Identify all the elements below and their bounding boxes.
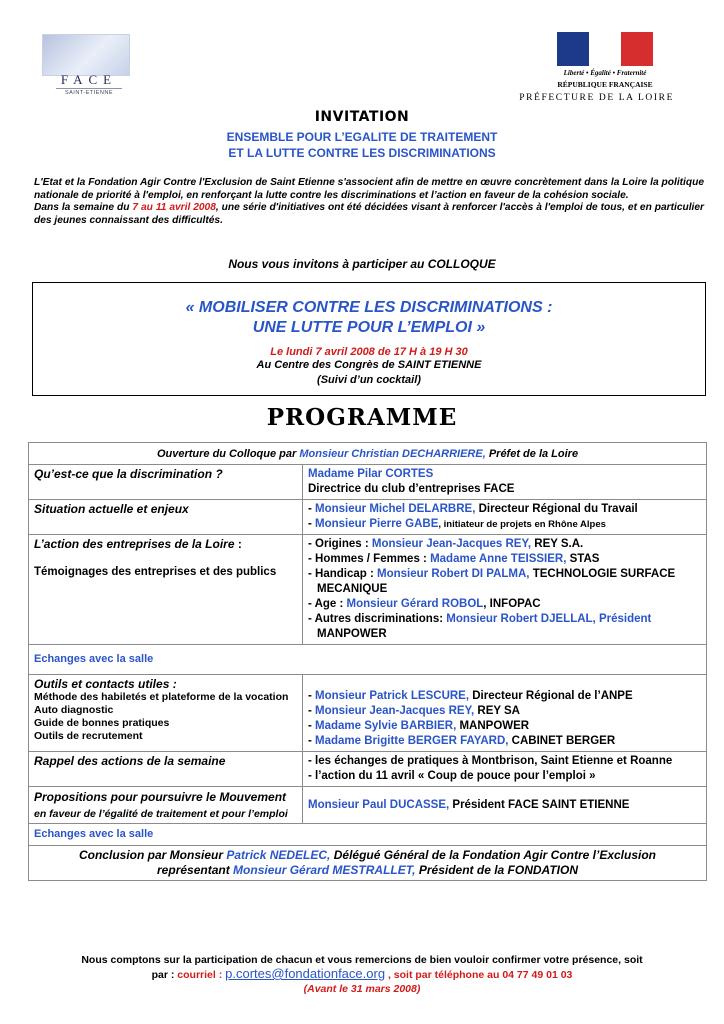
table-row-rappel [29,752,707,787]
speaker-berger-name: Madame Brigitte BERGER FAYARD, [315,735,509,747]
table-row-entreprises [29,535,707,645]
topic-discrimination: Qu’est-ce que la discrimination ? [29,465,303,500]
topic-propositions [29,787,303,824]
intro-paragraph-1: L'Etat et la Fondation Agir Contre l'Exclusion de Saint Etienne s'associent afin de mettre en œuvre concrètement dans la Loire la politique nationale de priorité à l'emploi, en renforçant la lutte contre les discriminations et l’action en faveur de la cohésion sociale. [34,177,704,201]
echanges-salle-1: Echanges avec la salle [29,645,707,675]
speaker-delarbre-role: Directeur Régional du Travail [475,503,638,515]
testimony-age [308,597,701,612]
testimony-age-pre: - Age : [308,598,347,610]
action-echanges: - les échanges de pratiques à Montbrison, Saint Etienne et Roanne [308,755,673,767]
topic-entreprises-colon: : [234,537,242,551]
testimony-age-name: Monsieur Gérard ROBOL [346,598,484,610]
conclusion-pre2: représentant [157,863,234,877]
colloque-title [33,298,705,338]
table-row-conclusion [29,846,707,881]
testimony-handicap [308,567,701,597]
headline-line-2: ET LA LUTTE CONTRE LES DISCRIMINATIONS [228,146,496,160]
colloque-box [32,282,706,396]
speaker-gabe-role: , initiateur de projets en Rhône Alpes [438,519,606,530]
speakers-outils [303,675,707,752]
topic-situation: Situation actuelle et enjeux [29,500,303,535]
invite-line: Nous vous invitons à participer au COLLOQUE [228,257,496,271]
table-row-opening [29,443,707,465]
colloque-place: Au Centre des Congrès de SAINT ETIENNE [256,359,482,371]
footer-par: par : [151,969,178,981]
speaker-lescure-role: Directeur Régional de l’ANPE [469,690,633,702]
speaker-lescure-name: Monsieur Patrick LESCURE, [315,690,470,702]
footer-courriel: courriel : [177,969,226,981]
topic-outils [29,675,303,752]
flag-white [589,32,621,66]
speakers-situation [303,500,707,535]
topic-entreprises-text: L’action des entreprises de la Loire [34,537,235,551]
testimony-autres-post: MANPOWER [317,628,387,640]
prefecture-label: PRÉFECTURE DE LA LOIRE [519,93,674,103]
table-row-situation [29,500,707,535]
speaker-rey-name: Monsieur Jean-Jacques REY, [315,705,475,717]
footer [0,953,724,996]
testimony-hf-pre: - Hommes / Femmes : [308,553,431,565]
face-logo [42,34,132,98]
echanges-salle-2: Echanges avec la salle [29,824,707,846]
testimony-origines-name: Monsieur Jean-Jacques REY, [371,538,532,550]
speaker-barbier-name: Madame Sylvie BARBIER, [315,720,457,732]
opening-cell [29,443,707,465]
programme-table [28,442,707,881]
face-logo-city: SAINT-ETIENNE [56,88,122,96]
speakers-entreprises [303,535,707,645]
testimony-age-post: , INFOPAC [483,598,541,610]
opening-post: Préfet de la Loire [485,448,579,460]
speaker-berger-role: CABINET BERGER [508,735,616,747]
topic-entreprises [29,535,303,645]
french-flag-icon [557,32,653,66]
speaker-delarbre-name: Monsieur Michel DELARBRE, [315,503,476,515]
speaker-cortes [303,465,707,500]
topic-entreprises-title [34,537,297,551]
footer-line-1: Nous comptons sur la participation de chacun et vous remercions de bien vouloir confirmer votre présence, soit [81,954,643,966]
table-row-discrimination [29,465,707,500]
testimony-handicap-post: TECHNOLOGIE SURFACE MECANIQUE [317,568,676,595]
outil-1: Méthode des habiletés et plateforme de la vocation [34,691,289,703]
testimony-origines [308,537,701,552]
face-logo-graphic [42,34,130,76]
table-row-echanges-2 [29,824,707,846]
conclusion-line-1 [34,848,701,863]
invitation-title: INVITATION [314,109,410,125]
testimony-autres [308,612,701,642]
conclusion-mestrallet: Monsieur Gérard MESTRALLET, [233,863,416,877]
colloque-cocktail: (Suivi d’un cocktail) [317,374,421,386]
conclusion-post2: Président de la FONDATION [415,863,578,877]
testimony-origines-pre: - Origines : [308,538,372,550]
table-row-echanges-1 [29,645,707,675]
speaker-barbier-role: MANPOWER [456,720,530,732]
speaker-lescure: - Monsieur Patrick LESCURE, Directeur Régional de l’ANPE [308,690,633,702]
intro-paragraph-2 [34,202,704,227]
speaker-ducasse [303,787,707,824]
outil-4: Outils de recrutement [34,730,143,742]
testimony-autres-pre: - Autres discriminations: [308,613,447,625]
footer-line-2 [0,967,724,982]
footer-phone: , soit par téléphone au 04 77 49 01 03 [385,969,573,981]
speaker-ducasse-role: Président FACE SAINT ETIENNE [449,798,630,811]
topic-outils-title: Outils et contacts utiles : [34,677,177,691]
speaker-rey: - Monsieur Jean-Jacques REY, REY SA [308,705,520,717]
speaker-delarbre: - Monsieur Michel DELARBRE, Directeur Régional du Travail [308,503,638,515]
speaker-gabe: - Monsieur Pierre GABE, initiateur de projets en Rhône Alpes [308,518,606,530]
flag-red [621,32,653,66]
colloque-title-line-2: UNE LUTTE POUR L’EMPLOI » [252,319,486,336]
intro-p2-post: , une série d'initiatives ont été décidées visant à renforcer l'accès à l'emploi de tous, et en particulier des jeunes connaissant des difficultés. [34,202,704,226]
headline-line-1: ENSEMBLE POUR L’EGALITE DE TRAITEMENT [226,130,498,144]
actions-rappel [303,752,707,787]
conclusion-mid: Délégué Général de la Fondation Agir Contre l’Exclusion [330,848,657,862]
speaker-barbier: - Madame Sylvie BARBIER, MANPOWER [308,720,530,732]
speaker-ducasse-name: Monsieur Paul DUCASSE, [308,798,450,811]
testimony-hf-name: Madame Anne TEISSIER, [430,553,567,565]
programme-title: PROGRAMME [266,404,458,431]
rf-motto: Liberté • Égalité • Fraternité [563,69,647,77]
opening-pre: Ouverture du Colloque par [156,448,300,460]
speaker-berger: - Madame Brigitte BERGER FAYARD, CABINET BERGER [308,735,616,747]
conclusion-cell [29,846,707,881]
speaker-rey-role: REY SA [474,705,520,717]
footer-deadline: (Avant le 31 mars 2008) [303,983,421,995]
topic-entreprises-sub: Témoignages des entreprises et des publics [34,566,277,578]
face-logo-word: FACE [60,72,118,87]
conclusion-pre: Conclusion par Monsieur [78,848,227,862]
outil-2: Auto diagnostic [34,704,114,716]
testimony-hf-post: STAS [566,553,600,565]
colloque-title-line-1: « MOBILISER CONTRE LES DISCRIMINATIONS : [185,299,553,316]
opening-name: Monsieur Christian DECHARRIERE, [299,448,486,460]
topic-propositions-main: Propositions pour poursuivre le Mouvement [34,790,287,804]
testimony-origines-post: REY S.A. [531,538,584,550]
headline [0,129,724,161]
rf-name: RÉPUBLIQUE FRANÇAISE [557,80,653,89]
conclusion-line-2 [34,863,701,878]
testimony-handicap-name: Monsieur Robert DI PALMA, [377,568,530,580]
speaker-gabe-name: Monsieur Pierre GABE [315,518,439,530]
testimony-hommes-femmes [308,552,701,567]
outil-3: Guide de bonnes pratiques [34,717,170,729]
table-row-propositions [29,787,707,824]
topic-rappel: Rappel des actions de la semaine [29,752,303,787]
intro-p2-dates: 7 au 11 avril 2008 [132,202,216,213]
intro-p2-pre: Dans la semaine du [34,202,133,213]
topic-propositions-rest: en faveur de l’égalité de traitement et pour l’emploi [34,808,288,820]
flag-blue [557,32,589,66]
action-coup-de-pouce: - l’action du 11 avril « Coup de pouce pour l’emploi » [308,770,596,782]
colloque-date: Le lundi 7 avril 2008 de 17 H à 19 H 30 [270,346,468,358]
table-row-outils [29,675,707,752]
testimony-handicap-pre: - Handicap : [308,568,378,580]
email-link[interactable]: p.cortes@fondationface.org [225,966,386,981]
speaker-cortes-name: Madame Pilar CORTES [308,468,434,480]
intro-text [34,177,704,227]
conclusion-nedelec: Patrick NEDELEC, [226,848,331,862]
speaker-cortes-role: Directrice du club d’entreprises FACE [308,483,515,495]
testimony-autres-name: Monsieur Robert DJELLAL, Président [446,613,652,625]
